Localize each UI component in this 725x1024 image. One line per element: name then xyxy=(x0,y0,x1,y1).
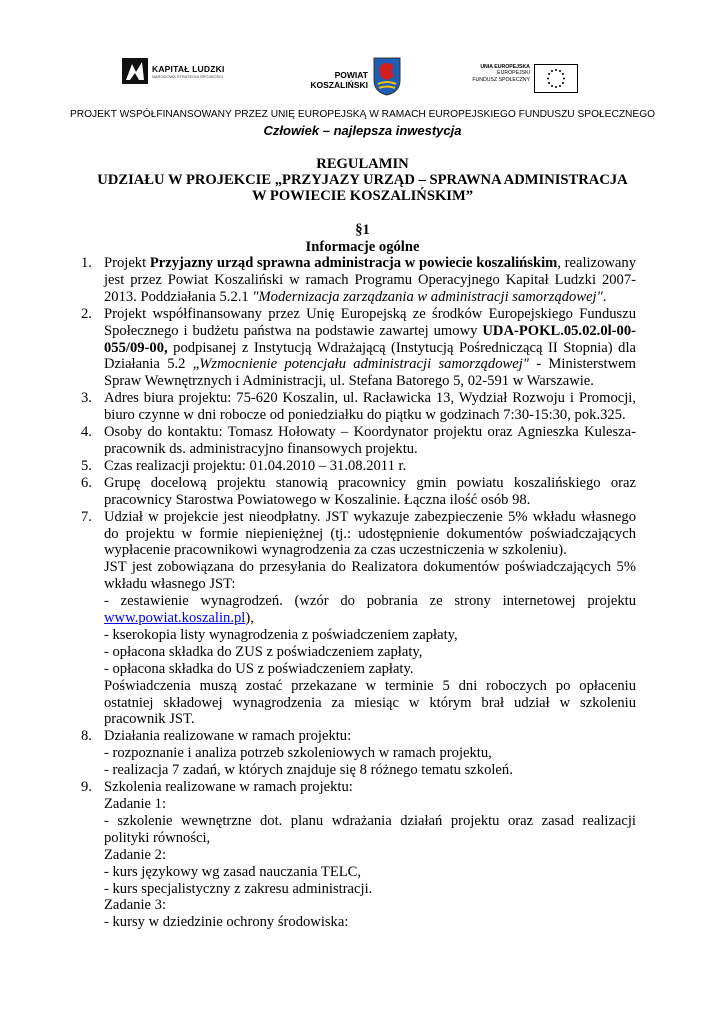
item-number: 2. xyxy=(81,305,92,322)
project-funding-line: PROJEKT WSPÓŁFINANSOWANY PRZEZ UNIĘ EUROPEJSKĄ W RAMACH EUROPEJSKIEGO FUNDUSZU SPOŁECZNEGO xyxy=(69,109,656,120)
item-number: 6. xyxy=(81,474,92,491)
item9-p1: Szkolenia realizowane w ramach projektu: xyxy=(104,779,353,796)
item7-p5: - opłacona składka do ZUS z poświadczeniem zapłaty, xyxy=(104,643,423,660)
item7-p2: JST jest zobowiązana do przesyłania do Realizatora dokumentów poświadczających 5% wkładu własnego JST: xyxy=(104,559,636,593)
list-item xyxy=(81,424,636,458)
motto: Człowiek – najlepsza inwestycja xyxy=(263,123,462,138)
list-item xyxy=(81,475,636,509)
eu-flag-icon xyxy=(534,64,578,93)
item8-p1: Działania realizowane w ramach projektu: xyxy=(104,728,352,745)
item7-p3-pre: - zestawienie wynagrodzeń. (wzór do pobrania ze strony internetowej projektu xyxy=(104,593,636,610)
item1-pre: Projekt xyxy=(104,255,150,271)
item9-p3: - szkolenie wewnętrzne dot. planu wdrażania działań projektu oraz zasad realizacji polityki równości, xyxy=(104,812,636,846)
powiat-logo-line2: KOSZALIŃSKI xyxy=(310,80,368,90)
list-item xyxy=(81,458,636,475)
document-title xyxy=(0,156,725,204)
item1-post: . xyxy=(602,288,607,305)
section-heading xyxy=(0,222,725,256)
item1-project-name: Przyjazny urząd sprawna administracja w powiecie koszalińskim xyxy=(149,255,558,271)
item9-p7: Zadanie 3: xyxy=(104,897,166,914)
item7-p3-post: ), xyxy=(245,610,254,627)
section-title: Informacje ogólne xyxy=(305,239,420,255)
item4-text: Osoby do kontaktu: Tomasz Hołowaty – Koordynator projektu oraz Agnieszka Kulesza-pracownik ds. administracyjno finansowych projektu. xyxy=(104,424,636,457)
kapital-ludzki-mark-icon xyxy=(122,58,148,84)
item2-contract-number: UDA-POKL.05.02.0l-00-055/09-00, xyxy=(104,322,636,356)
kapital-ludzki-subtitle: NARODOWA STRATEGIA SPÓJNOŚCI xyxy=(152,74,224,79)
list-item xyxy=(81,779,636,931)
kapital-ludzki-title: KAPITAŁ LUDZKI xyxy=(152,64,225,74)
powiat-logo-line1: POWIAT xyxy=(334,70,368,80)
item-number: 8. xyxy=(81,728,92,745)
logo-unia-europejska xyxy=(468,64,578,94)
logo-kapital-ludzki xyxy=(122,58,234,84)
section-number: §1 xyxy=(355,222,370,238)
ue-logo-line1: UNIA EUROPEJSKA xyxy=(480,64,530,70)
ue-logo-text xyxy=(472,64,530,83)
item2-pre: Projekt współfinansowany przez Unię Europejską ze środków Europejskiego Funduszu Społecznego i budżetu państwa na podstawie zawartej umowy xyxy=(104,305,636,339)
list-item xyxy=(81,255,636,306)
item9-p2: Zadanie 1: xyxy=(104,796,166,812)
item-number: 7. xyxy=(81,508,92,525)
item7-p4: - kserokopia listy wynagrodzenia z poświadczeniem zapłaty, xyxy=(104,626,458,643)
item6-text: Grupę docelową projektu stanowią pracownicy gmin powiatu koszalińskiego oraz pracownicy Starostwa Powiatowego w Koszalinie. Łączna ilość osób 98. xyxy=(104,474,636,508)
item-number: 1. xyxy=(81,255,92,271)
list-item xyxy=(81,306,636,391)
item8-p3: - realizacja 7 zadań, w których znajduje się 8 różnego tematu szkoleń. xyxy=(104,762,513,779)
item-number: 4. xyxy=(81,424,92,441)
item1-italic: "Modernizacja zarządzania w administracji samorządowej" xyxy=(252,288,603,305)
item7-p7: Poświadczenia muszą zostać przekazane w terminie 5 dni roboczych po opłaceniu ostatniej składowej wynagrodzenia za miesiąc w którym brał udział w szkoleniu pracownik JST. xyxy=(104,677,636,728)
item2-mid: podpisanej z Instytucją Wdrażającą (Instytucją Pośredniczącą II Stopnia) dla Działania 5.2 „ xyxy=(104,339,636,373)
ue-logo-line3: FUNDUSZ SPOŁECZNY xyxy=(472,76,530,83)
item3-text: Adres biura projektu: 75-620 Koszalin, ul. Racławicka 13, Wydział Rozwoju i Promocji, biuro czynne w dni robocze od poniedziałku do piątku w godzinach 7:30-15:30, pok.325. xyxy=(104,390,636,424)
item2-post: - Ministerstwem Spraw Wewnętrznych i Administracji, ul. Stefana Batorego 5, 02-591 w Warszawie. xyxy=(104,356,636,390)
list-item xyxy=(81,728,636,779)
item9-p5: - kurs językowy wg zasad nauczania TELC, xyxy=(104,863,362,880)
item1-mid: , realizowany jest przez Powiat Koszaliński w ramach Programu Operacyjnego Kapitał Ludzki 2007-2013. Poddziałania 5.2.1 xyxy=(104,255,636,305)
logo-powiat-koszalinski xyxy=(306,52,402,102)
title-line3: W POWIECIE KOSZALIŃSKIM” xyxy=(251,188,474,204)
rules-list xyxy=(81,255,636,931)
item7-p6: - opłacona składka do US z poświadczeniem zapłaty. xyxy=(104,660,414,677)
list-item xyxy=(81,509,636,729)
item5-text: Czas realizacji projektu: 01.04.2010 – 31.08.2011 r. xyxy=(104,457,407,474)
title-line2: UDZIAŁU W PROJEKCIE „PRZYJAZY URZĄD – SPRAWNA ADMINISTRACJA xyxy=(97,172,628,188)
item-number: 5. xyxy=(81,457,92,474)
item7-p3 xyxy=(104,593,636,627)
item7-p1: Udział w projekcie jest nieodpłatny. JST wykazuje zabezpieczenie 5% wkładu własnego do projektu w formie niepieniężnej (tj.: udostępnienie dokumentów poświadczających wypłacenie pracownikowi wynagrodzenia za czas uczestniczenia w szkoleniu). xyxy=(104,508,636,559)
item8-p2: - rozpoznanie i analiza potrzeb szkoleniowych w ramach projektu, xyxy=(104,745,492,762)
item9-p8: - kursy w dziedzinie ochrony środowiska: xyxy=(104,914,349,931)
project-website-link[interactable]: www.powiat.koszalin.pl xyxy=(104,610,246,627)
item9-p6: - kurs specjalistyczny z zakresu administracji. xyxy=(104,880,373,897)
item-number: 3. xyxy=(81,390,92,407)
item9-p4: Zadanie 2: xyxy=(104,846,166,863)
item-number: 9. xyxy=(81,779,92,796)
logo-bar xyxy=(0,52,725,102)
powiat-crest-icon xyxy=(372,56,402,96)
powiat-logo-text xyxy=(310,70,368,90)
list-item xyxy=(81,390,636,424)
ue-logo-line2: EUROPEJSKI xyxy=(497,70,530,77)
title-line1: REGULAMIN xyxy=(316,156,409,172)
item2-italic: Wzmocnienie potencjału administracji samorządowej" xyxy=(199,356,529,373)
